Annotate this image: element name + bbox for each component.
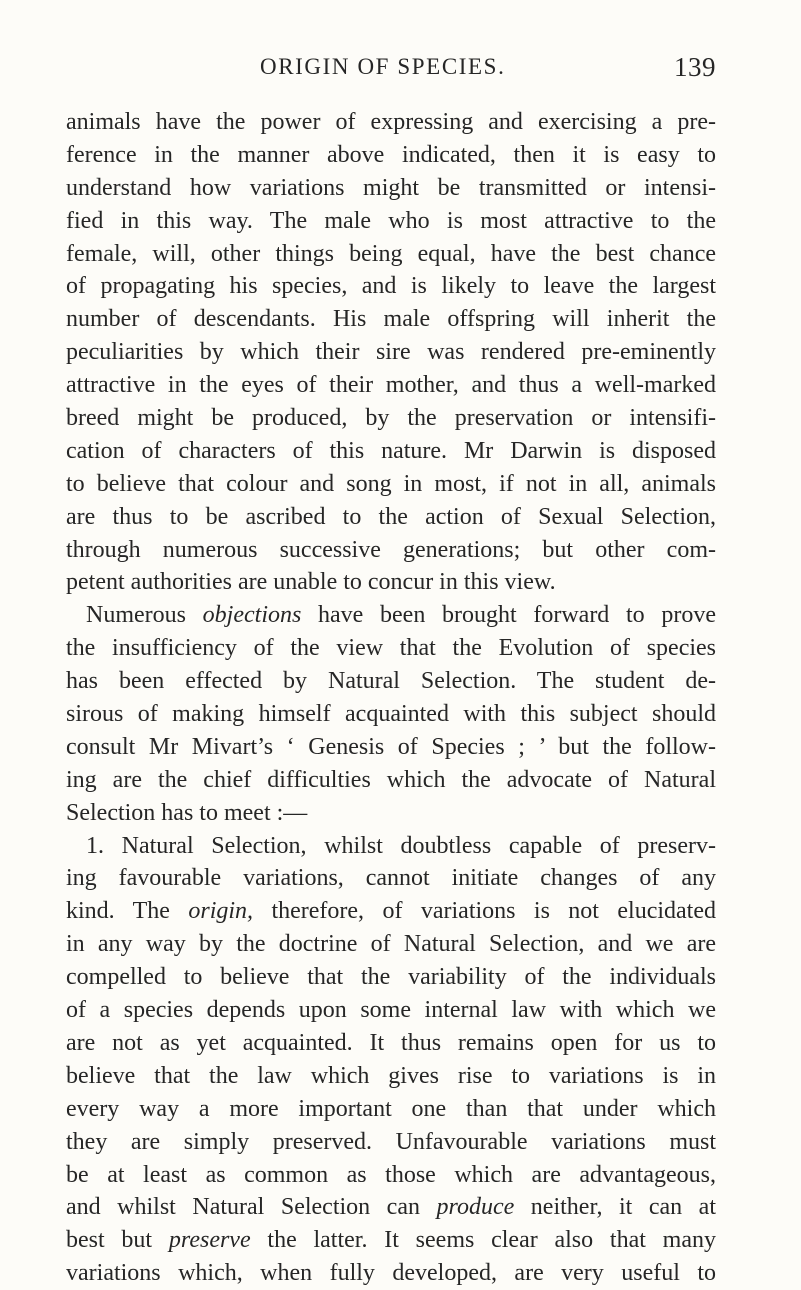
text-line: every way a more important one than that under which bbox=[66, 1095, 716, 1122]
text-line: animals have the power of expressing and exercising a pre- bbox=[66, 109, 716, 135]
text-line: female, will, other things being equal, have the best chance bbox=[66, 240, 716, 267]
text-line: are thus to be ascribed to the action of Sexual Selection, bbox=[66, 503, 716, 530]
text-run: have been brought forward to prove bbox=[301, 602, 716, 629]
italic-text: preserve bbox=[168, 1227, 251, 1254]
text-line: of propagating his species, and is likely to leave the largest bbox=[66, 273, 716, 300]
text-line: compelled to believe that the variability of the individuals bbox=[66, 964, 716, 991]
text-line: the insufficiency of the view that the Evolution of species bbox=[66, 635, 716, 662]
running-title: ORIGIN OF SPECIES. bbox=[260, 54, 506, 79]
text-line: fied in this way. The male who is most attractive to the bbox=[66, 207, 716, 234]
text-line: Selection has to meet :— bbox=[66, 799, 308, 826]
text-line: consult Mr Mivart’s ‘ Genesis of Species ; ’ but the follow- bbox=[66, 733, 716, 760]
text-line: understand how variations might be transmitted or intensi- bbox=[66, 174, 716, 201]
text-line: they are simply preserved. Unfavourable variations must bbox=[66, 1128, 716, 1155]
text-run: therefore, of variations is not elucidated bbox=[253, 898, 716, 925]
italic-text: produce bbox=[436, 1194, 515, 1221]
text-line: attractive in the eyes of their mother, and thus a well-marked bbox=[66, 372, 716, 399]
text-run: and whilst Natural Selection can bbox=[66, 1194, 437, 1221]
text-line: variations which, when fully developed, are very useful to bbox=[66, 1260, 716, 1287]
text-run: Numerous bbox=[86, 602, 203, 629]
page-number: 139 bbox=[674, 52, 716, 82]
text-line: in any way by the doctrine of Natural Selection, and we are bbox=[66, 931, 716, 958]
text-line: believe that the law which gives rise to variations is in bbox=[66, 1062, 716, 1089]
text-line bbox=[66, 599, 716, 632]
text-line: petent authorities are unable to concur in this view. bbox=[66, 569, 556, 596]
text-line: are not as yet acquainted. It thus remains open for us to bbox=[66, 1029, 716, 1056]
running-head bbox=[66, 52, 716, 92]
text-line: cation of characters of this nature. Mr Darwin is disposed bbox=[66, 437, 716, 464]
text-line bbox=[66, 1224, 716, 1257]
text-line: to believe that colour and song in most, if not in all, animals bbox=[66, 470, 716, 497]
text-line: breed might be produced, by the preservation or intensifi- bbox=[66, 405, 716, 432]
text-line: has been effected by Natural Selection. The student de- bbox=[66, 668, 716, 695]
italic-text: origin, bbox=[188, 898, 254, 925]
text-run: best but bbox=[66, 1227, 169, 1254]
body-text bbox=[66, 106, 716, 1290]
text-line: sirous of making himself acquainted with this subject should bbox=[66, 701, 716, 728]
text-line: peculiarities by which their sire was rendered pre-eminently bbox=[66, 339, 716, 366]
text-run: the latter. It seems clear also that many bbox=[250, 1227, 716, 1254]
italic-text: objections bbox=[202, 602, 302, 629]
text-line: 1. Natural Selection, whilst doubtless capable of preserv- bbox=[86, 832, 716, 859]
text-run: neither, it can at bbox=[514, 1194, 716, 1221]
text-line bbox=[66, 895, 716, 928]
text-line: ference in the manner above indicated, then it is easy to bbox=[66, 141, 716, 168]
text-line bbox=[66, 1191, 716, 1224]
text-line: of a species depends upon some internal law with which we bbox=[66, 997, 716, 1024]
text-run: kind. The bbox=[66, 898, 189, 925]
text-line: be at least as common as those which are advantageous, bbox=[66, 1161, 716, 1188]
text-line: ing are the chief difficulties which the advocate of Natural bbox=[66, 766, 716, 793]
text-line: number of descendants. His male offspring will inherit the bbox=[66, 306, 716, 333]
text-line: ing favourable variations, cannot initiate changes of any bbox=[66, 865, 716, 892]
text-line: through numerous successive generations; but other com- bbox=[66, 536, 716, 563]
